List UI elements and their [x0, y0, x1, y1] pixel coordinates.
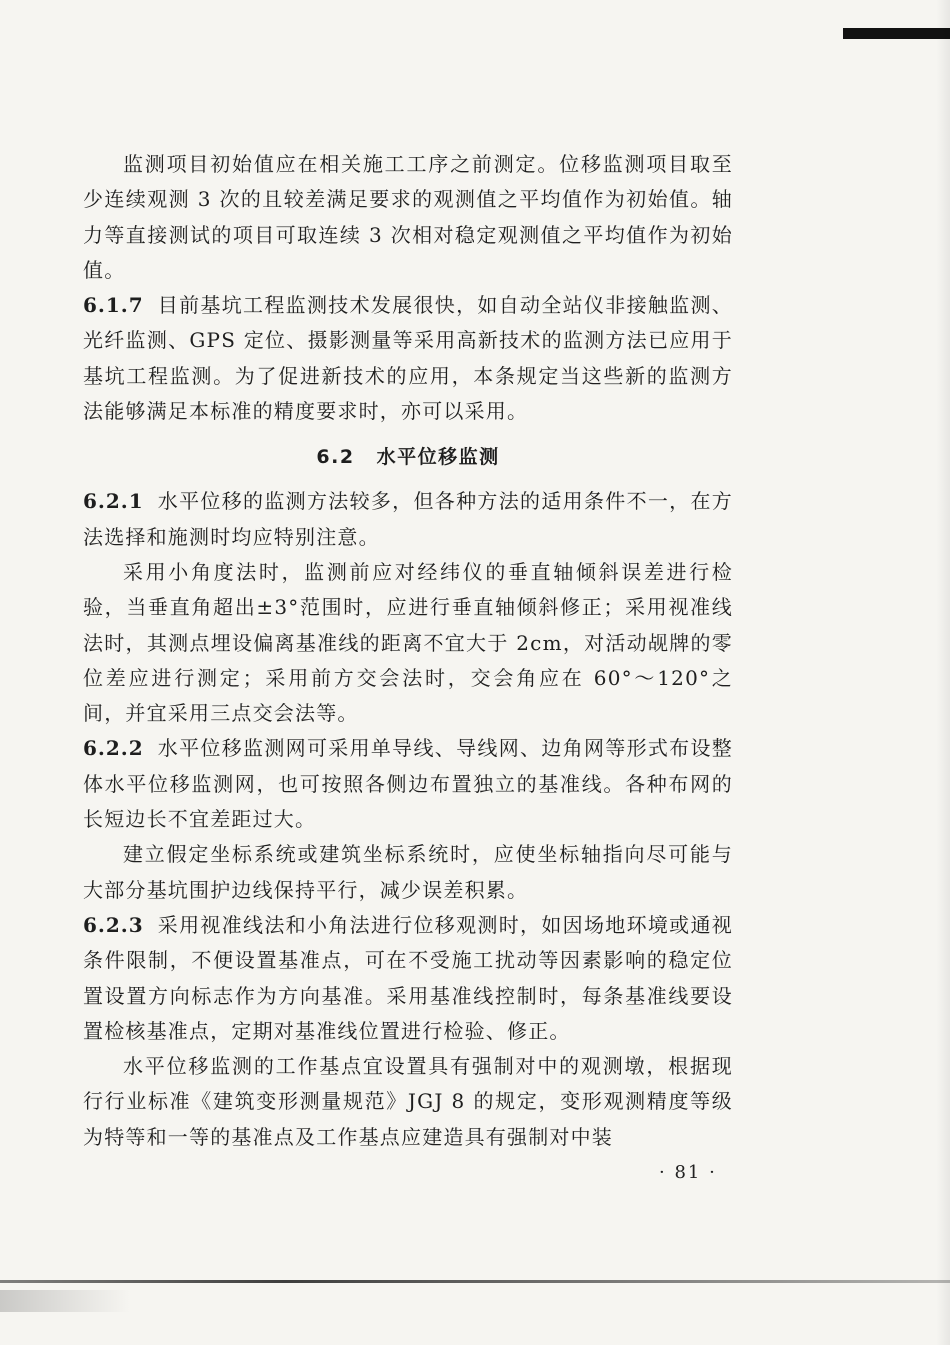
clause-text: 水平位移的监测方法较多，但各种方法的适用条件不一，在方法选择和施测时均应特别注意。	[83, 489, 733, 549]
section-heading-6-2	[83, 439, 733, 475]
paragraph-coordinate-system	[83, 837, 733, 908]
paragraph-text: 建立假定坐标系统或建筑坐标系统时，应使坐标轴指向尽可能与大部分基坑围护边线保持平行，减少误差积累。	[83, 842, 733, 902]
paragraph-text: 采用小角度法时，监测前应对经纬仪的垂直轴倾斜误差进行检验，当垂直角超出±3°范围时，应进行垂直轴倾斜修正；采用视准线法时，其测点埋设偏离基准线的距离不宜大于 2cm，对活动觇牌的零位差应进行测定；采用前方交会法时，交会角应在 60°～120°之间，并宜采用三点交会法等。	[83, 559, 733, 726]
paragraph-small-angle-method	[83, 555, 733, 731]
clause-text: 水平位移监测网可采用单导线、导线网、边角网等形式布设整体水平位移监测网，也可按照各侧边布置独立的基准线。各种布网的长短边长不宜差距过大。	[83, 736, 733, 832]
clause-6-1-7	[83, 288, 733, 429]
section-number: 6.2	[316, 446, 355, 469]
bottom-scan-smudge	[0, 1290, 130, 1312]
page-right-shadow	[936, 0, 950, 1345]
paragraph-text: 监测项目初始值应在相关施工工序之前测定。位移监测项目取至少连续观测 3 次的且较差满足要求的观测值之平均值作为初始值。轴力等直接测试的项目可取连续 3 次相对稳定观测值之平均值作为初始值。	[83, 152, 733, 282]
paragraph-text: 水平位移监测的工作基点宜设置具有强制对中的观测墩，根据现行行业标准《建筑变形测量规范》JGJ 8 的规定，变形观测精度等级为特等和一等的基准点及工作基点应建造具有强制对中装	[83, 1054, 733, 1149]
bottom-scan-rule	[0, 1280, 950, 1283]
clause-text: 采用视准线法和小角法进行位移观测时，如因场地环境或通视条件限制，不便设置基准点，可在不受施工扰动等因素影响的稳定位置设置方向标志作为方向基准。采用基准线控制时，每条基准线要设置检核基准点，定期对基准线位置进行检验、修正。	[83, 912, 733, 1043]
clause-number: 6.1.7	[83, 293, 144, 318]
clause-6-2-2	[83, 731, 733, 837]
scan-edge-bar	[843, 28, 950, 39]
clause-number: 6.2.1	[83, 489, 144, 514]
clause-6-2-3	[83, 908, 733, 1049]
page-body	[83, 147, 733, 1155]
clause-6-2-1	[83, 484, 733, 555]
paragraph-work-base-point	[83, 1049, 733, 1155]
clause-text: 目前基坑工程监测技术发展很快，如自动全站仪非接触监测、光纤监测、GPS 定位、摄影测量等采用高新技术的监测方法已应用于基坑工程监测。为了促进新技术的应用，本条规定当这些新的监测方法能够满足本标准的精度要求时，亦可以采用。	[83, 293, 733, 424]
clause-number: 6.2.3	[83, 912, 144, 937]
clause-number: 6.2.2	[83, 736, 144, 761]
section-title: 水平位移监测	[376, 446, 500, 469]
page-number: · 81 ·	[659, 1162, 717, 1183]
paragraph-initial-values	[83, 147, 733, 288]
